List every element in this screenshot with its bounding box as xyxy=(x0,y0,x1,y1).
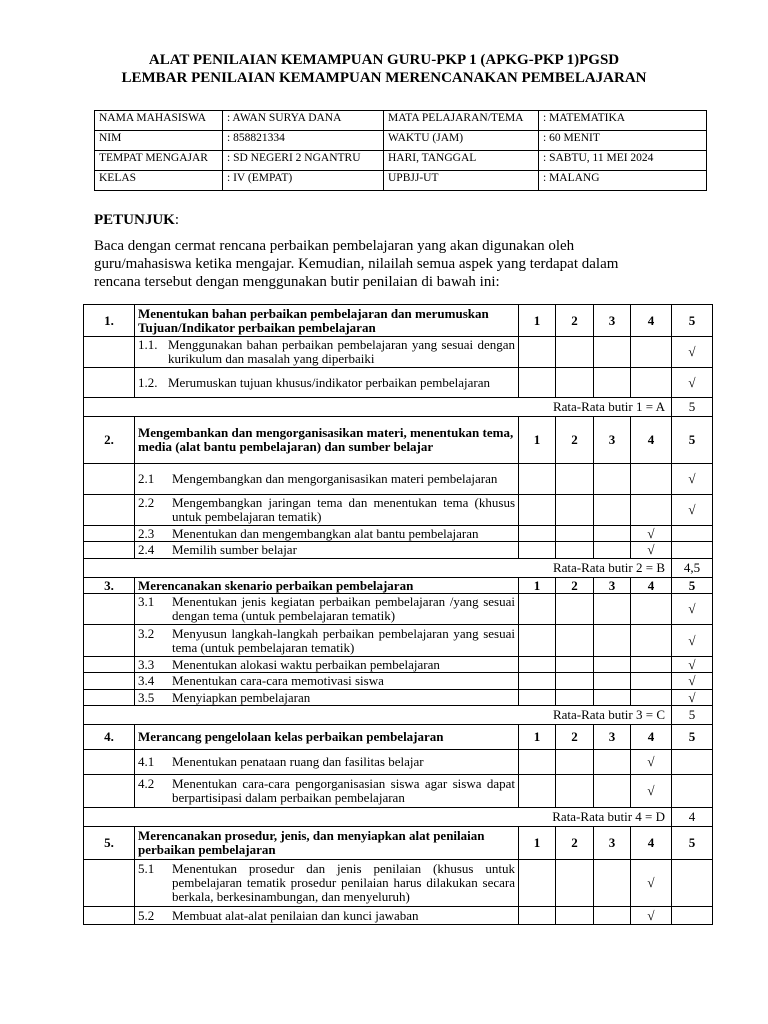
instructions-heading-label: PETUNJUK xyxy=(94,212,175,228)
criterion-number: 1.2. xyxy=(138,374,158,390)
criterion-cell xyxy=(135,337,519,368)
scale-header-3: 3 xyxy=(594,305,631,337)
criterion-row xyxy=(84,368,713,398)
check-mark: √ xyxy=(647,875,655,890)
score-cell-5[interactable] xyxy=(672,657,713,673)
check-mark: √ xyxy=(688,502,696,517)
average-value: 5 xyxy=(672,398,713,417)
score-cell-2[interactable] xyxy=(556,775,594,808)
criterion-number: 4.1 xyxy=(138,754,155,769)
criterion-content xyxy=(138,472,515,486)
info-value: : 858821334 xyxy=(223,131,384,151)
score-cell-4[interactable] xyxy=(631,495,672,526)
criterion-number: 3.4 xyxy=(138,673,155,688)
criterion-cell xyxy=(135,673,519,690)
info-row xyxy=(95,111,707,131)
criterion-number: 3.3 xyxy=(138,656,155,672)
info-label: HARI, TANGGAL xyxy=(384,151,539,171)
criterion-text: Menentukan penataan ruang dan fasilitas belajar xyxy=(172,754,424,769)
section-number: 2. xyxy=(84,417,135,464)
blank-cell xyxy=(84,625,135,657)
criterion-text: Mengembangkan jaringan tema dan menentukan tema (khusus untuk pembelajaran tematik) xyxy=(172,495,515,524)
score-cell-2[interactable] xyxy=(556,368,594,398)
scale-header-1: 1 xyxy=(519,417,556,464)
score-cell-1[interactable] xyxy=(519,594,556,625)
score-cell-2[interactable] xyxy=(556,464,594,495)
instructions-heading-colon: : xyxy=(174,212,180,228)
instructions-text: Baca dengan cermat rencana perbaikan pembelajaran yang akan digunakan oleh guru/mahasiswa ketika mengajar. Kemudian, nilailah semua aspek yang terdapat dalam rencana tersebut dengan menggunakan butir penilaian di bawah ini: xyxy=(94,238,619,290)
criterion-number: 3.5 xyxy=(138,689,155,705)
document-title-line-1: ALAT PENILAIAN KEMAMPUAN GURU-PKP 1 (APKG-PKP 1)PGSD xyxy=(148,52,620,68)
criterion-row xyxy=(84,775,713,808)
criterion-content xyxy=(138,627,515,655)
score-cell-2[interactable] xyxy=(556,594,594,625)
document-title-line-2: LEMBAR PENILAIAN KEMAMPUAN MERENCANAKAN PEMBELAJARAN xyxy=(121,70,647,86)
average-value: 4 xyxy=(672,808,713,827)
info-value: : SABTU, 11 MEI 2024 xyxy=(539,151,707,171)
score-cell-3[interactable] xyxy=(594,750,631,775)
score-cell-2[interactable] xyxy=(556,750,594,775)
score-cell-4[interactable] xyxy=(631,750,672,775)
score-cell-1[interactable] xyxy=(519,750,556,775)
criterion-row xyxy=(84,860,713,907)
section-number: 4. xyxy=(84,725,135,750)
score-cell-3[interactable] xyxy=(594,495,631,526)
score-cell-1[interactable] xyxy=(519,337,556,368)
score-cell-3[interactable] xyxy=(594,337,631,368)
criterion-text: Menentukan jenis kegiatan perbaikan pembelajaran /yang sesuai dengan tema (untuk pembelajaran tematik) xyxy=(172,594,515,623)
criterion-number: 2.2 xyxy=(138,495,155,510)
info-value: : MALANG xyxy=(539,171,707,191)
average-row xyxy=(84,559,713,578)
score-cell-5[interactable] xyxy=(672,673,713,690)
criterion-row xyxy=(84,750,713,775)
score-cell-1[interactable] xyxy=(519,526,556,542)
score-cell-2[interactable] xyxy=(556,526,594,542)
scale-header-2: 2 xyxy=(556,305,594,337)
instructions-heading xyxy=(94,212,179,229)
info-row xyxy=(95,131,707,151)
criterion-row xyxy=(84,526,713,542)
scale-header-1: 1 xyxy=(519,827,556,860)
scale-header-5: 5 xyxy=(672,417,713,464)
check-mark: √ xyxy=(647,783,655,798)
score-cell-1[interactable] xyxy=(519,464,556,495)
average-label: Rata-Rata butir 4 = D xyxy=(84,808,672,827)
score-cell-3[interactable] xyxy=(594,907,631,925)
blank-cell xyxy=(84,775,135,808)
criterion-number: 2.4 xyxy=(138,542,155,557)
score-cell-2[interactable] xyxy=(556,625,594,657)
criterion-content xyxy=(138,338,515,366)
blank-cell xyxy=(84,337,135,368)
info-label: KELAS xyxy=(95,171,223,191)
section-title: Merencanakan prosedur, jenis, dan menyiapkan alat penilaian perbaikan pembelajaran xyxy=(135,827,519,860)
criterion-cell xyxy=(135,625,519,657)
scale-header-5: 5 xyxy=(672,827,713,860)
scale-header-2: 2 xyxy=(556,578,594,594)
blank-cell xyxy=(84,495,135,526)
score-cell-2[interactable] xyxy=(556,337,594,368)
criterion-number: 3.2 xyxy=(138,625,155,641)
scale-header-2: 2 xyxy=(556,725,594,750)
blank-cell xyxy=(84,690,135,706)
score-cell-4[interactable] xyxy=(631,690,672,706)
criterion-row xyxy=(84,907,713,925)
check-mark: √ xyxy=(688,673,696,688)
score-cell-3[interactable] xyxy=(594,594,631,625)
average-value: 5 xyxy=(672,706,713,725)
info-value: : 60 MENIT xyxy=(539,131,707,151)
blank-cell xyxy=(84,526,135,542)
score-cell-3[interactable] xyxy=(594,657,631,673)
scale-header-5: 5 xyxy=(672,578,713,594)
score-cell-1[interactable] xyxy=(519,495,556,526)
blank-cell xyxy=(84,657,135,673)
criterion-text: Merumuskan tujuan khusus/indikator perbaikan pembelajaran xyxy=(168,374,491,390)
criterion-cell xyxy=(135,907,519,925)
criterion-text: Memilih sumber belajar xyxy=(172,542,297,557)
criterion-cell xyxy=(135,690,519,706)
score-cell-1[interactable] xyxy=(519,775,556,808)
average-row xyxy=(84,398,713,417)
score-cell-5[interactable] xyxy=(672,690,713,706)
score-cell-2[interactable] xyxy=(556,673,594,690)
section-header-row xyxy=(84,578,713,594)
score-cell-4[interactable] xyxy=(631,464,672,495)
scale-header-2: 2 xyxy=(556,417,594,464)
score-cell-3[interactable] xyxy=(594,690,631,706)
blank-cell xyxy=(84,594,135,625)
blank-cell xyxy=(84,368,135,398)
score-cell-4[interactable] xyxy=(631,860,672,907)
check-mark: √ xyxy=(647,542,655,557)
criterion-row xyxy=(84,542,713,559)
criterion-cell xyxy=(135,750,519,775)
info-value: : AWAN SURYA DANA xyxy=(223,111,384,131)
check-mark: √ xyxy=(688,601,696,616)
check-mark: √ xyxy=(688,632,696,648)
criterion-text: Menyusun langkah-langkah perbaikan pembelajaran yang sesuai tema (untuk pembelajaran tematik) xyxy=(172,625,515,655)
section-title: Merencanakan skenario perbaikan pembelajaran xyxy=(135,578,519,594)
average-label: Rata-Rata butir 1 = A xyxy=(84,398,672,417)
score-cell-3[interactable] xyxy=(594,673,631,690)
criterion-number: 2.3 xyxy=(138,525,155,541)
criterion-content xyxy=(138,527,515,541)
info-label: TEMPAT MENGAJAR xyxy=(95,151,223,171)
scale-header-4: 4 xyxy=(631,725,672,750)
info-label: NIM xyxy=(95,131,223,151)
scale-header-3: 3 xyxy=(594,417,631,464)
score-cell-5[interactable] xyxy=(672,860,713,907)
criterion-cell xyxy=(135,860,519,907)
score-cell-1[interactable] xyxy=(519,368,556,398)
score-cell-4[interactable] xyxy=(631,368,672,398)
scale-header-4: 4 xyxy=(631,827,672,860)
score-cell-5[interactable] xyxy=(672,464,713,495)
criterion-content xyxy=(138,376,515,390)
criterion-text: Menggunakan bahan perbaikan pembelajaran yang sesuai dengan kurikulum dan masalah yang diperbaiki xyxy=(168,337,515,366)
check-mark: √ xyxy=(688,471,696,486)
section-header-row xyxy=(84,725,713,750)
check-mark: √ xyxy=(688,344,696,359)
scale-header-1: 1 xyxy=(519,725,556,750)
score-cell-2[interactable] xyxy=(556,860,594,907)
average-label: Rata-Rata butir 2 = B xyxy=(84,559,672,578)
criterion-content xyxy=(138,658,515,672)
info-label: UPBJJ-UT xyxy=(384,171,539,191)
criterion-text: Menentukan alokasi waktu perbaikan pembelajaran xyxy=(172,656,440,672)
score-cell-1[interactable] xyxy=(519,542,556,559)
score-cell-4[interactable] xyxy=(631,625,672,657)
score-cell-4[interactable] xyxy=(631,673,672,690)
criterion-cell xyxy=(135,495,519,526)
student-info-table xyxy=(94,110,707,191)
info-value: : IV (EMPAT) xyxy=(223,171,384,191)
criterion-cell xyxy=(135,775,519,808)
check-mark: √ xyxy=(647,525,655,541)
criterion-content xyxy=(138,862,515,904)
score-cell-5[interactable] xyxy=(672,625,713,657)
info-row xyxy=(95,151,707,171)
section-title: Mengembankan dan mengorganisasikan materi, menentukan tema, media (alat bantu pembelajaran) dan sumber belajar xyxy=(135,417,519,464)
info-value: : SD NEGERI 2 NGANTRU xyxy=(223,151,384,171)
score-cell-4[interactable] xyxy=(631,775,672,808)
check-mark: √ xyxy=(688,656,696,672)
blank-cell xyxy=(84,907,135,925)
score-cell-1[interactable] xyxy=(519,690,556,706)
criterion-cell xyxy=(135,526,519,542)
criterion-cell xyxy=(135,542,519,559)
criterion-number: 5.2 xyxy=(138,907,155,923)
average-row xyxy=(84,706,713,725)
assessment-rubric-table xyxy=(83,304,713,925)
criterion-content xyxy=(138,674,515,688)
criterion-text: Menyiapkan pembelajaran xyxy=(172,689,311,705)
info-label: MATA PELAJARAN/TEMA xyxy=(384,111,539,131)
criterion-text: Menentukan prosedur dan jenis penilaian (khusus untuk pembelajaran tematik prosedur penilaian harus dilakukan secara berkala, berkesinambungan, dan menyeluruh) xyxy=(172,861,515,904)
criterion-content xyxy=(138,909,515,923)
criterion-row xyxy=(84,495,713,526)
blank-cell xyxy=(84,860,135,907)
criterion-row xyxy=(84,464,713,495)
criterion-content xyxy=(138,777,515,805)
scale-header-5: 5 xyxy=(672,305,713,337)
criterion-content xyxy=(138,496,515,524)
criterion-cell xyxy=(135,464,519,495)
score-cell-5[interactable] xyxy=(672,750,713,775)
info-value: : MATEMATIKA xyxy=(539,111,707,131)
criterion-text: Menentukan dan mengembangkan alat bantu pembelajaran xyxy=(172,525,479,541)
section-number: 1. xyxy=(84,305,135,337)
score-cell-4[interactable] xyxy=(631,542,672,559)
section-header-row xyxy=(84,827,713,860)
info-label: NAMA MAHASISWA xyxy=(95,111,223,131)
average-row xyxy=(84,808,713,827)
score-cell-5[interactable] xyxy=(672,775,713,808)
score-cell-3[interactable] xyxy=(594,860,631,907)
score-cell-3[interactable] xyxy=(594,526,631,542)
score-cell-1[interactable] xyxy=(519,657,556,673)
criterion-row xyxy=(84,594,713,625)
score-cell-4[interactable] xyxy=(631,594,672,625)
criterion-number: 4.2 xyxy=(138,776,155,791)
criterion-content xyxy=(138,755,515,769)
score-cell-3[interactable] xyxy=(594,464,631,495)
check-mark: √ xyxy=(647,907,655,923)
average-value: 4,5 xyxy=(672,559,713,578)
scale-header-2: 2 xyxy=(556,827,594,860)
criterion-number: 1.1. xyxy=(138,337,158,352)
criterion-row xyxy=(84,673,713,690)
score-cell-5[interactable] xyxy=(672,907,713,925)
blank-cell xyxy=(84,673,135,690)
score-cell-1[interactable] xyxy=(519,860,556,907)
score-cell-5[interactable] xyxy=(672,495,713,526)
section-title: Menentukan bahan perbaikan pembelajaran dan merumuskan Tujuan/Indikator perbaikan pembelajaran xyxy=(135,305,519,337)
score-cell-3[interactable] xyxy=(594,368,631,398)
score-cell-4[interactable] xyxy=(631,337,672,368)
criterion-text: Menentukan cara-cara pengorganisasian siswa agar siswa dapat berpartisipasi dalam perbaikan pembelajaran xyxy=(172,776,515,805)
scale-header-1: 1 xyxy=(519,305,556,337)
score-cell-1[interactable] xyxy=(519,673,556,690)
scale-header-4: 4 xyxy=(631,417,672,464)
check-mark: √ xyxy=(688,689,696,705)
criterion-row xyxy=(84,337,713,368)
blank-cell xyxy=(84,464,135,495)
section-header-row xyxy=(84,417,713,464)
criterion-row xyxy=(84,690,713,706)
score-cell-2[interactable] xyxy=(556,495,594,526)
criterion-row xyxy=(84,657,713,673)
score-cell-3[interactable] xyxy=(594,775,631,808)
section-header-row xyxy=(84,305,713,337)
score-cell-5[interactable] xyxy=(672,594,713,625)
score-cell-4[interactable] xyxy=(631,526,672,542)
score-cell-5[interactable] xyxy=(672,368,713,398)
score-cell-2[interactable] xyxy=(556,542,594,559)
criterion-content xyxy=(138,543,515,557)
score-cell-2[interactable] xyxy=(556,907,594,925)
blank-cell xyxy=(84,750,135,775)
average-label: Rata-Rata butir 3 = C xyxy=(84,706,672,725)
blank-cell xyxy=(84,542,135,559)
criterion-cell xyxy=(135,594,519,625)
scale-header-3: 3 xyxy=(594,827,631,860)
score-cell-2[interactable] xyxy=(556,690,594,706)
score-cell-5[interactable] xyxy=(672,542,713,559)
criterion-cell xyxy=(135,368,519,398)
score-cell-4[interactable] xyxy=(631,907,672,925)
score-cell-1[interactable] xyxy=(519,907,556,925)
score-cell-3[interactable] xyxy=(594,542,631,559)
criterion-cell xyxy=(135,657,519,673)
criterion-number: 3.1 xyxy=(138,594,155,609)
criterion-text: Mengembangkan dan mengorganisasikan materi pembelajaran xyxy=(172,471,498,486)
criterion-number: 5.1 xyxy=(138,861,155,876)
scale-header-5: 5 xyxy=(672,725,713,750)
section-number: 5. xyxy=(84,827,135,860)
criterion-content xyxy=(138,595,515,623)
scale-header-4: 4 xyxy=(631,578,672,594)
score-cell-4[interactable] xyxy=(631,657,672,673)
scale-header-3: 3 xyxy=(594,725,631,750)
score-cell-5[interactable] xyxy=(672,337,713,368)
info-label: WAKTU (JAM) xyxy=(384,131,539,151)
score-cell-3[interactable] xyxy=(594,625,631,657)
scale-header-1: 1 xyxy=(519,578,556,594)
criterion-number: 2.1 xyxy=(138,471,155,486)
criterion-text: Membuat alat-alat penilaian dan kunci jawaban xyxy=(172,907,419,923)
criterion-content xyxy=(138,691,515,705)
criterion-row xyxy=(84,625,713,657)
section-title: Merancang pengelolaan kelas perbaikan pembelajaran xyxy=(135,725,519,750)
criterion-text: Menentukan cara-cara memotivasi siswa xyxy=(172,673,384,688)
scale-header-3: 3 xyxy=(594,578,631,594)
info-row xyxy=(95,171,707,191)
score-cell-5[interactable] xyxy=(672,526,713,542)
check-mark: √ xyxy=(688,374,696,390)
score-cell-1[interactable] xyxy=(519,625,556,657)
section-number: 3. xyxy=(84,578,135,594)
scale-header-4: 4 xyxy=(631,305,672,337)
score-cell-2[interactable] xyxy=(556,657,594,673)
check-mark: √ xyxy=(647,754,655,769)
